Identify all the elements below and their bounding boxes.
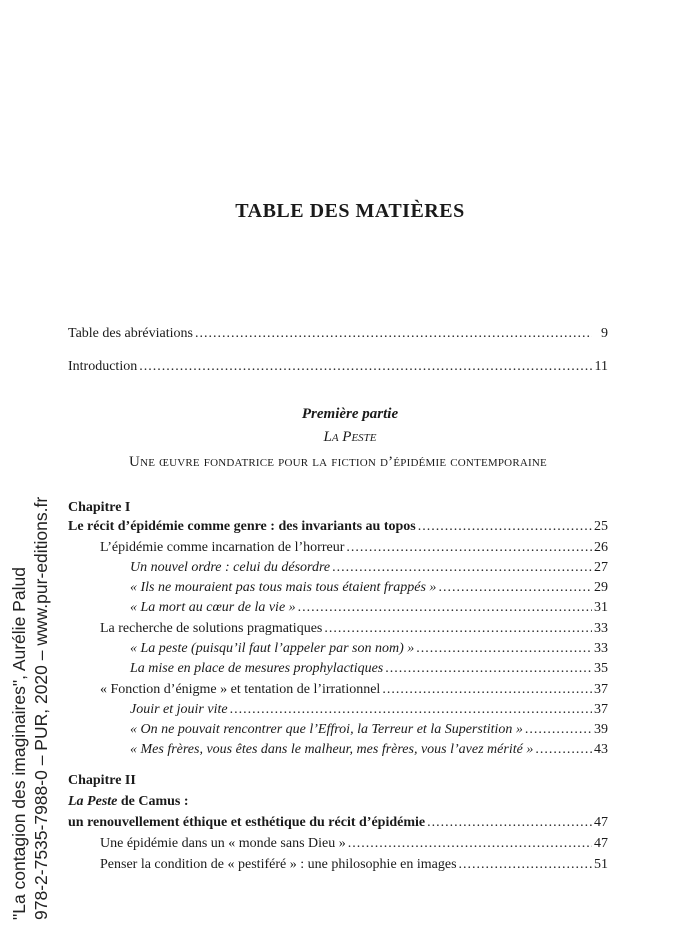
toc-page-number: 31: [594, 600, 608, 615]
toc-page-number: 39: [594, 722, 608, 737]
toc-entry[interactable]: [130, 559, 608, 577]
toc-page-number: 43: [594, 742, 608, 757]
toc-entry[interactable]: [130, 701, 608, 719]
part-label: Première partie: [301, 406, 399, 422]
toc-entry-label: « La mort au cœur de la vie »: [130, 600, 296, 615]
toc-entry-label: Penser la condition de « pestiféré » : une philosophie en images: [100, 857, 457, 872]
toc-chapter-2[interactable]: [68, 814, 608, 832]
toc-entry-introduction[interactable]: [68, 358, 608, 376]
dot-leader: [195, 325, 592, 343]
toc-chapter-1[interactable]: [68, 518, 608, 536]
page-title: TABLE DES MATIÈRES: [235, 200, 465, 222]
chapter-title-rest: de Camus :: [117, 794, 189, 809]
toc-page-number: 11: [594, 359, 608, 374]
dot-leader: [348, 835, 592, 853]
toc-entry-label: « On ne pouvait rencontrer que l’Effroi, la Terreur et la Superstition »: [130, 722, 523, 737]
toc-entry[interactable]: [130, 721, 608, 739]
chapter-title-line1: [68, 793, 189, 811]
toc-page-number: 37: [594, 682, 608, 697]
toc-entry[interactable]: [130, 741, 608, 759]
toc-entry-abbreviations[interactable]: [68, 325, 608, 343]
dot-leader: [346, 539, 592, 557]
toc-entry-label: Un nouvel ordre : celui du désordre: [130, 560, 331, 575]
dot-leader: [438, 579, 592, 597]
toc-page-number: 37: [594, 702, 608, 717]
toc-page-number: 47: [594, 815, 608, 830]
chapter-title-italic: La Peste: [68, 794, 118, 809]
toc-entry[interactable]: [130, 640, 608, 658]
toc-page-number: 33: [594, 641, 608, 656]
toc-entry-label: La recherche de solutions pragmatiques: [100, 621, 323, 636]
dot-leader: [298, 599, 592, 617]
toc-entry-label: Introduction: [68, 359, 138, 374]
toc-entry-label: Une épidémie dans un « monde sans Dieu »: [100, 836, 346, 851]
dot-leader: [139, 358, 592, 376]
toc-page-number: 29: [594, 580, 608, 595]
toc-entry-label: L’épidémie comme incarnation de l’horreur: [100, 540, 345, 555]
toc-entry-label: un renouvellement éthique et esthétique du récit d’épidémie: [68, 815, 426, 830]
dot-leader: [385, 660, 592, 678]
toc-entry-label: Le récit d’épidémie comme genre : des invariants au topos: [68, 519, 416, 534]
dot-leader: [535, 741, 592, 759]
toc-entry[interactable]: [100, 539, 608, 557]
part-name: La Peste: [323, 429, 377, 445]
dot-leader: [525, 721, 592, 739]
chapter-label: Chapitre II: [68, 773, 136, 788]
toc-entry-label: La mise en place de mesures prophylactiques: [130, 661, 384, 676]
toc-entry-label: « Mes frères, vous êtes dans le malheur, mes frères, vous l’avez mérité »: [130, 742, 534, 757]
toc-entry-label: « La peste (puisqu’il faut l’appeler par son nom) »: [130, 641, 415, 656]
dot-leader: [427, 814, 592, 832]
toc-entry-label: Table des abréviations: [68, 326, 193, 341]
toc-page-number: 51: [594, 857, 608, 872]
toc-entry[interactable]: [130, 660, 608, 678]
toc-page-number: 33: [594, 621, 608, 636]
toc-entry[interactable]: [130, 599, 608, 617]
chapter-label: Chapitre I: [68, 500, 131, 515]
dot-leader: [459, 856, 592, 874]
toc-entry[interactable]: [100, 620, 608, 638]
watermark-line-2: 978-2-7535-7988-0 – PUR, 2020 – www.pur-editions.fr: [31, 496, 51, 920]
toc-entry[interactable]: [100, 681, 608, 699]
toc-page-number: 9: [601, 326, 608, 341]
watermark-line-1: "La contagion des imaginaires", Aurélie Palud: [9, 567, 29, 920]
part-subtitle: Une œuvre fondatrice pour la fiction d’épidémie contemporaine: [129, 454, 547, 470]
toc-entry-label: « Fonction d’énigme » et tentation de l’irrationnel: [100, 682, 381, 697]
toc-entry[interactable]: [100, 835, 608, 853]
dot-leader: [332, 559, 592, 577]
toc-page-number: 26: [594, 540, 608, 555]
toc-entry[interactable]: [100, 856, 608, 874]
toc-page-number: 25: [594, 519, 608, 534]
dot-leader: [382, 681, 592, 699]
dot-leader: [230, 701, 592, 719]
dot-leader: [416, 640, 592, 658]
toc-entry-label: Jouir et jouir vite: [130, 702, 228, 717]
toc-page-number: 27: [594, 560, 608, 575]
side-watermark: [8, 497, 52, 920]
dot-leader: [324, 620, 592, 638]
toc-page-number: 47: [594, 836, 608, 851]
toc-page-number: 35: [594, 661, 608, 676]
toc-entry[interactable]: [130, 579, 608, 597]
toc-entry-label: « Ils ne mouraient pas tous mais tous étaient frappés »: [130, 580, 437, 595]
dot-leader: [418, 518, 592, 536]
